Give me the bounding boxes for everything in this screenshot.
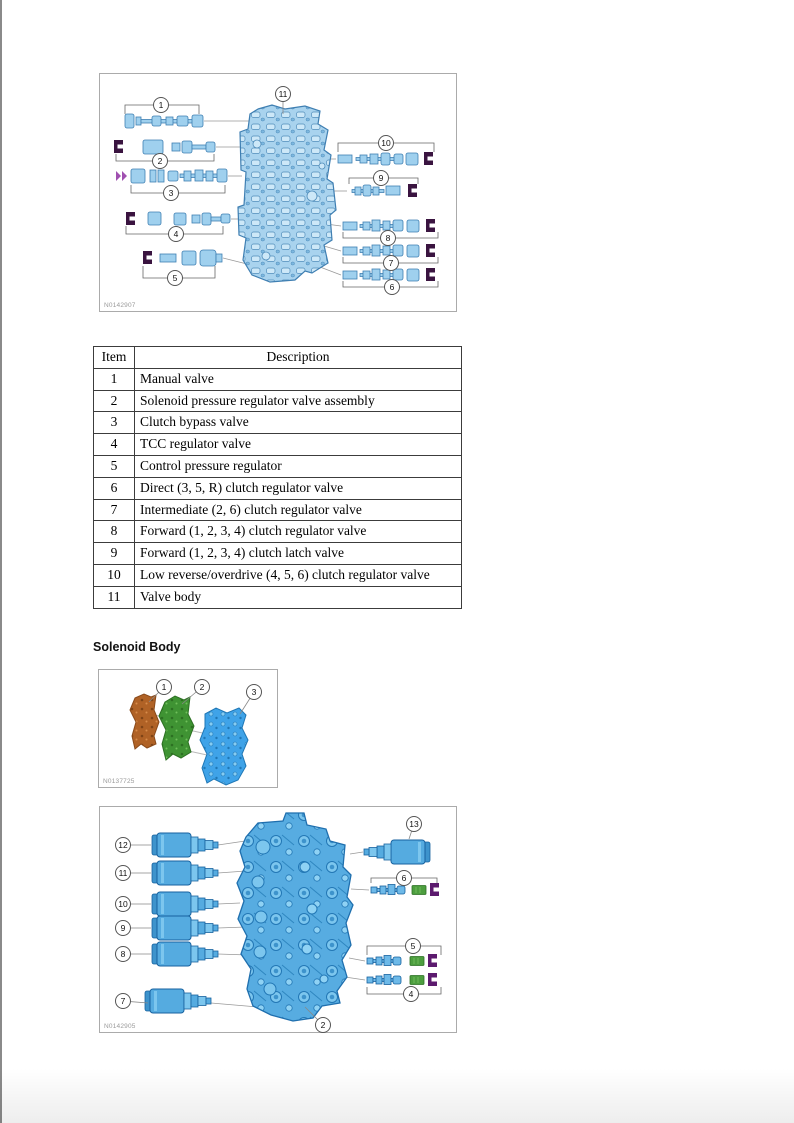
table-row [94, 477, 462, 499]
plate-green [159, 696, 194, 760]
svg-text:3: 3 [251, 687, 257, 697]
figure-watermark: N0142905 [104, 1023, 136, 1030]
svg-text:1: 1 [161, 682, 167, 692]
svg-text:8: 8 [385, 233, 391, 243]
page-bottom-shade [0, 1068, 794, 1123]
callout-2 [153, 154, 168, 169]
callout-3 [240, 685, 262, 715]
description-cell: Valve body [135, 586, 462, 608]
svg-text:9: 9 [378, 173, 384, 183]
table-row [94, 412, 462, 434]
svg-text:7: 7 [120, 996, 126, 1006]
svg-text:6: 6 [401, 873, 407, 883]
solenoid-body-figure [99, 806, 457, 1033]
description-header: Description [135, 347, 462, 369]
callout-10 [379, 136, 394, 151]
screen-filters [410, 886, 426, 985]
table-row [94, 499, 462, 521]
description-cell: Low reverse/overdrive (4, 5, 6) clutch regulator valve [135, 564, 462, 586]
svg-text:3: 3 [168, 188, 174, 198]
valve-body-diagram [100, 74, 458, 313]
table-row [94, 586, 462, 608]
svg-text:4: 4 [173, 229, 179, 239]
callout-13 [407, 817, 422, 840]
table-row [94, 455, 462, 477]
callout-5 [168, 271, 183, 286]
solenoid-plates-figure [98, 669, 278, 788]
callout-7 [116, 994, 149, 1009]
solenoid-body-diagram [100, 807, 458, 1034]
svg-text:13: 13 [409, 819, 419, 829]
solenoid-body-heading: Solenoid Body [93, 640, 181, 654]
description-cell: Intermediate (2, 6) clutch regulator valve [135, 499, 462, 521]
item-cell: 7 [94, 499, 135, 521]
flow-arrows-icon [116, 171, 127, 181]
item-cell: 2 [94, 390, 135, 412]
item-header: Item [94, 347, 135, 369]
item-cell: 9 [94, 543, 135, 565]
retainer-clips [428, 883, 439, 986]
callout-1 [149, 680, 172, 703]
table-row [94, 564, 462, 586]
valve-table-body [94, 368, 462, 608]
table-row [94, 368, 462, 390]
svg-text:9: 9 [120, 923, 126, 933]
callout-9 [374, 171, 389, 186]
callout-9 [116, 921, 152, 936]
small-valve-trains [367, 885, 405, 985]
svg-text:11: 11 [118, 868, 128, 878]
item-cell: 10 [94, 564, 135, 586]
callout-4 [169, 227, 184, 242]
valve-body-shape [238, 105, 336, 282]
svg-text:2: 2 [157, 156, 163, 166]
figure-watermark: N0142907 [104, 302, 136, 309]
description-cell: Forward (1, 2, 3, 4) clutch regulator valve [135, 521, 462, 543]
callout-5 [406, 939, 421, 954]
table-row [94, 434, 462, 456]
svg-text:2: 2 [199, 682, 205, 692]
item-cell: 3 [94, 412, 135, 434]
description-cell: Control pressure regulator [135, 455, 462, 477]
item-cell: 1 [94, 368, 135, 390]
valve-body-figure [99, 73, 457, 312]
item-cell: 11 [94, 586, 135, 608]
plate-brown [130, 694, 159, 749]
description-cell: Clutch bypass valve [135, 412, 462, 434]
valve-description-table [93, 346, 462, 609]
callout-6 [397, 871, 412, 886]
callout-3 [164, 186, 179, 201]
item-cell: 8 [94, 521, 135, 543]
item-cell: 4 [94, 434, 135, 456]
svg-text:1: 1 [158, 100, 164, 110]
callout-4 [404, 987, 419, 1002]
svg-text:8: 8 [120, 949, 126, 959]
description-cell: Solenoid pressure regulator valve assembly [135, 390, 462, 412]
description-cell: Manual valve [135, 368, 462, 390]
callout-2 [182, 680, 210, 705]
svg-text:5: 5 [172, 273, 178, 283]
callout-6 [385, 280, 400, 295]
callout-11 [116, 866, 152, 881]
table-row [94, 521, 462, 543]
page-left-edge [0, 0, 2, 1123]
item-cell: 5 [94, 455, 135, 477]
description-cell: TCC regulator valve [135, 434, 462, 456]
svg-text:12: 12 [118, 840, 128, 850]
figure-watermark: N0137725 [103, 778, 135, 785]
svg-text:11: 11 [278, 89, 288, 99]
table-row [94, 390, 462, 412]
callout-1 [154, 98, 169, 113]
svg-text:10: 10 [381, 138, 391, 148]
svg-text:5: 5 [410, 941, 416, 951]
callout-8 [381, 231, 396, 246]
callout-12 [116, 838, 152, 853]
svg-text:2: 2 [320, 1020, 326, 1030]
callout-7 [384, 256, 399, 271]
callout-8 [116, 947, 152, 962]
description-cell: Direct (3, 5, R) clutch regulator valve [135, 477, 462, 499]
description-cell: Forward (1, 2, 3, 4) clutch latch valve [135, 543, 462, 565]
table-header-row [94, 347, 462, 369]
svg-text:7: 7 [388, 258, 394, 268]
item-cell: 6 [94, 477, 135, 499]
table-row [94, 543, 462, 565]
solenoid-body-shape [237, 813, 353, 1021]
svg-text:6: 6 [389, 282, 395, 292]
plate-blue [200, 708, 248, 785]
svg-text:4: 4 [408, 989, 414, 999]
svg-text:10: 10 [118, 899, 128, 909]
callout-10 [116, 897, 152, 912]
solenoid-plates-diagram [99, 670, 279, 789]
